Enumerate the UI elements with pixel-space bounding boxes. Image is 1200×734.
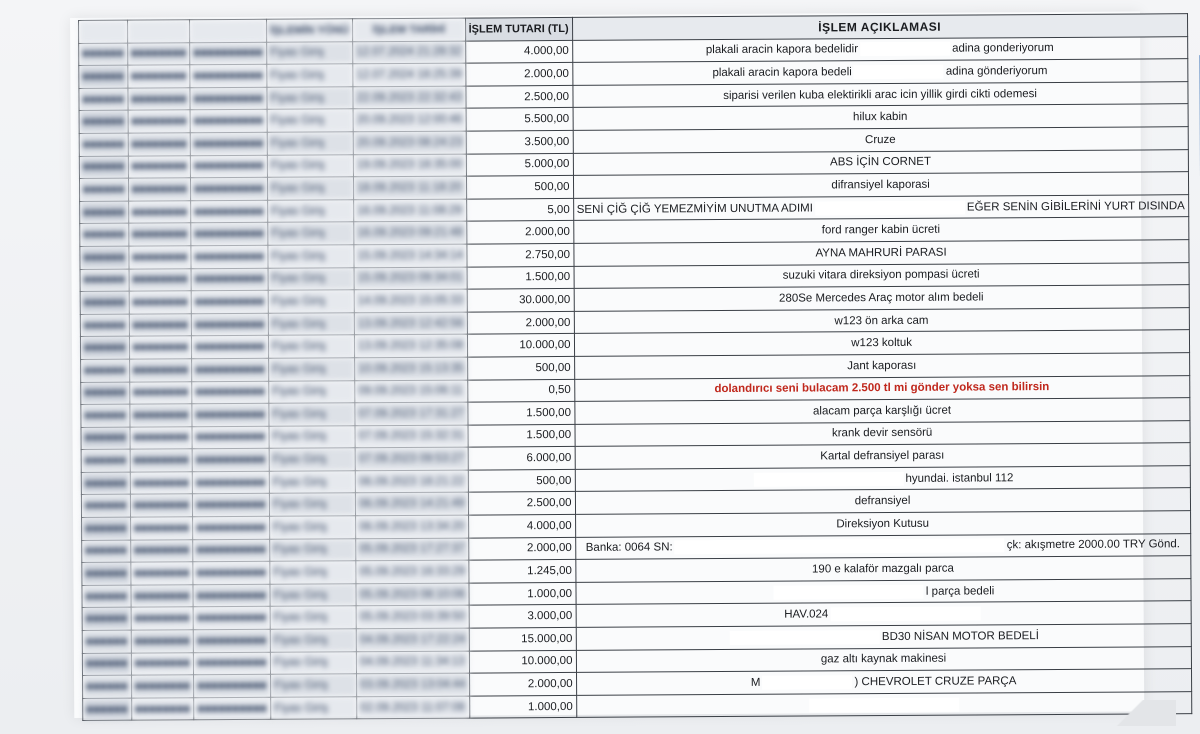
row-date: 05.09.2023 08:10:06 [356, 583, 469, 606]
row-reference-blurred: ■■■■■■■■ [130, 449, 193, 472]
row-reference-blurred: ■■■■■■■■ [128, 110, 191, 133]
row-direction-blurred: Fiyas Giriş [269, 448, 355, 471]
row-amount: 1.500,00 [467, 402, 574, 425]
redaction-box [809, 697, 959, 712]
description-text: HAV.024 [784, 608, 829, 621]
printed-statement-page [70, 11, 1185, 718]
row-date: 12.07.2024 18:25:39 [353, 63, 466, 86]
redaction-box [860, 42, 950, 57]
row-direction-blurred: Fiyas Giriş [270, 674, 356, 697]
row-direction-blurred: Fiyas Giriş [268, 245, 354, 268]
description-text-tail: EĞER SENİN GİBİLERİNİ YURT DISINDA [966, 199, 1185, 214]
description-text: gaz altı kaynak makinesi [820, 653, 947, 666]
row-date: 07.09.2023 17:31:27 [355, 402, 468, 425]
row-counterparty-blurred: ■■■■■■■■■■ [192, 449, 269, 472]
redaction-box [762, 675, 852, 690]
row-counterparty-blurred: ■■■■■■■■■■ [192, 358, 269, 381]
row-date: 03.09.2023 13:04:44 [357, 673, 470, 696]
row-index-blurred: ■■■■■■ [82, 540, 131, 563]
row-reference-blurred: ■■■■■■■■ [131, 585, 194, 608]
row-amount: 4.000,00 [465, 40, 572, 63]
row-date: 15.09.2023 14:34:14 [354, 244, 467, 267]
row-reference-blurred: ■■■■■■■■ [128, 201, 191, 224]
row-counterparty-blurred: ■■■■■■■■■■ [193, 562, 270, 585]
description-text: AYNA MAHRURİ PARASI [815, 246, 947, 260]
row-counterparty-blurred: ■■■■■■■■■■ [191, 177, 268, 200]
row-reference-blurred: ■■■■■■■■ [131, 630, 194, 653]
row-date: 06.09.2023 13:34:20 [356, 515, 469, 538]
row-date: 15.09.2023 09:34:01 [354, 267, 467, 290]
transaction-rows [79, 36, 1192, 721]
description-text: Banka: 0064 SN: [585, 541, 673, 555]
description-text-tail: adina gonderiyorum [952, 42, 1054, 56]
row-date: 05.09.2023 17:27:37 [356, 538, 469, 561]
redaction-box [675, 539, 1005, 555]
description-text: 280Se Mercedes Araç motor alım bedeli [779, 291, 984, 305]
description-text: w123 koltuk [851, 336, 912, 350]
header-direction: İŞLEMİN YÖNÜ [266, 19, 352, 42]
row-amount: 30.000,00 [467, 289, 574, 312]
row-date: 20.09.2023 12:00:46 [353, 108, 466, 131]
row-reference-blurred: ■■■■■■■■ [129, 313, 192, 336]
row-amount: 1.000,00 [468, 582, 575, 605]
paper-curl [1086, 700, 1176, 726]
row-amount: 2.000,00 [469, 673, 576, 696]
row-index-blurred: ■■■■■■ [79, 133, 128, 156]
row-direction-blurred: Fiyas Giriş [267, 200, 353, 223]
description-text: plakali aracin kapora bedeli [712, 66, 852, 80]
row-index-blurred: ■■■■■■ [79, 43, 128, 66]
header-amount: İŞLEM TUTARI (TL) [465, 17, 572, 40]
row-amount: 5.000,00 [466, 153, 573, 176]
row-index-blurred: ■■■■■■ [81, 382, 130, 405]
row-direction-blurred: Fiyas Giriş [267, 87, 353, 110]
row-reference-blurred: ■■■■■■■■ [130, 539, 193, 562]
row-counterparty-blurred: ■■■■■■■■■■ [190, 110, 267, 133]
row-index-blurred: ■■■■■■ [79, 88, 128, 111]
row-index-blurred: ■■■■■■ [81, 404, 130, 427]
redaction-box [753, 472, 903, 487]
description-text-tail: adina gönderiyorum [945, 65, 1048, 78]
description-text: difransiyel kaporasi [831, 178, 930, 192]
row-counterparty-blurred: ■■■■■■■■■■ [194, 697, 271, 720]
row-date: 09.09.2023 15:06:11 [355, 380, 468, 403]
description-text: plakali aracin kapora bedelidir [705, 43, 859, 57]
header-counterparty [190, 19, 267, 42]
description-text: Direksiyon Kutusu [836, 517, 930, 531]
row-direction-blurred: Fiyas Giriş [270, 697, 356, 720]
row-reference-blurred: ■■■■■■■■ [129, 268, 192, 291]
redaction-box [830, 607, 980, 622]
row-amount: 3.500,00 [466, 130, 573, 153]
row-direction-blurred: Fiyas Giriş [269, 471, 355, 494]
row-index-blurred: ■■■■■■ [81, 449, 130, 472]
row-direction-blurred: Fiyas Giriş [267, 222, 353, 245]
row-counterparty-blurred: ■■■■■■■■■■ [190, 87, 267, 110]
row-index-blurred: ■■■■■■ [81, 359, 130, 382]
row-reference-blurred: ■■■■■■■■ [131, 607, 194, 630]
header-reference [127, 20, 190, 43]
row-index-blurred: ■■■■■■ [79, 178, 128, 201]
row-amount: 2.500,00 [465, 85, 572, 108]
row-amount: 1.500,00 [467, 266, 574, 289]
row-reference-blurred: ■■■■■■■■ [129, 246, 192, 269]
row-reference-blurred: ■■■■■■■■ [131, 698, 194, 721]
row-amount: 2.000,00 [467, 311, 574, 334]
row-counterparty-blurred: ■■■■■■■■■■ [192, 313, 269, 336]
row-date: 02.09.2023 11:07:08 [357, 696, 470, 719]
row-counterparty-blurred: ■■■■■■■■■■ [192, 381, 269, 404]
row-index-blurred: ■■■■■■ [80, 269, 129, 292]
row-amount: 5,00 [466, 198, 573, 221]
row-counterparty-blurred: ■■■■■■■■■■ [194, 675, 271, 698]
description-text-tail: l parça bedeli [925, 585, 995, 598]
row-date: 14.09.2023 15:05:33 [354, 289, 467, 312]
row-date: 07.09.2023 15:32:31 [355, 425, 468, 448]
row-counterparty-blurred: ■■■■■■■■■■ [191, 268, 268, 291]
row-reference-blurred: ■■■■■■■■ [131, 652, 194, 675]
row-date: 07.09.2023 09:53:27 [355, 447, 468, 470]
description-text: w123 ön arka cam [834, 314, 929, 327]
row-counterparty-blurred: ■■■■■■■■■■ [193, 584, 270, 607]
row-index-blurred: ■■■■■■ [82, 608, 131, 631]
row-reference-blurred: ■■■■■■■■ [130, 494, 193, 517]
description-text: M [750, 676, 761, 689]
row-index-blurred: ■■■■■■ [83, 675, 132, 698]
description-text: defransiyel [854, 495, 911, 508]
row-direction-blurred: Fiyas Giriş [267, 64, 353, 87]
row-index-blurred: ■■■■■■ [82, 653, 131, 676]
row-index-blurred: ■■■■■■ [81, 427, 130, 450]
row-counterparty-blurred: ■■■■■■■■■■ [191, 290, 268, 313]
row-reference-blurred: ■■■■■■■■ [128, 178, 191, 201]
row-amount: 2.500,00 [468, 492, 575, 515]
row-index-blurred: ■■■■■■ [79, 156, 128, 179]
row-direction-blurred: Fiyas Giriş [267, 109, 353, 132]
description-text: 190 e kalaför mazgalı parca [811, 562, 954, 576]
row-amount: 2.000,00 [468, 537, 575, 560]
row-direction-blurred: Fiyas Giriş [269, 403, 355, 426]
header-index [79, 20, 128, 43]
row-amount: 6.000,00 [468, 447, 575, 470]
row-direction-blurred: Fiyas Giriş [268, 380, 354, 403]
row-index-blurred: ■■■■■■ [83, 698, 132, 721]
header-date: İŞLEM TARİHİ [353, 18, 466, 41]
row-date: 19.09.2023 18:35:00 [353, 154, 466, 177]
row-direction-blurred: Fiyas Giriş [269, 516, 355, 539]
row-date: 13.09.2023 12:35:08 [354, 334, 467, 357]
row-reference-blurred: ■■■■■■■■ [129, 359, 192, 382]
row-counterparty-blurred: ■■■■■■■■■■ [192, 426, 269, 449]
row-amount: 1.000,00 [469, 695, 576, 718]
row-direction-blurred: Fiyas Giriş [270, 606, 356, 629]
row-direction-blurred: Fiyas Giriş [269, 538, 355, 561]
row-counterparty-blurred: ■■■■■■■■■■ [194, 629, 271, 652]
row-counterparty-blurred: ■■■■■■■■■■ [190, 132, 267, 155]
redaction-box [815, 200, 965, 215]
row-date: 06.09.2023 18:21:22 [355, 470, 468, 493]
row-amount: 2.000,00 [466, 221, 573, 244]
row-amount: 500,00 [467, 356, 574, 379]
row-date: 18.09.2023 11:18:20 [353, 176, 466, 199]
row-date: 04.09.2023 17:22:24 [356, 628, 469, 651]
row-counterparty-blurred: ■■■■■■■■■■ [191, 200, 268, 223]
description-text: krank devir sensörü [831, 427, 933, 440]
row-direction-blurred: Fiyas Giriş [270, 629, 356, 652]
row-date: 16.09.2023 11:08:29 [354, 199, 467, 222]
row-reference-blurred: ■■■■■■■■ [128, 155, 191, 178]
row-reference-blurred: ■■■■■■■■ [130, 426, 193, 449]
row-counterparty-blurred: ■■■■■■■■■■ [193, 607, 270, 630]
row-reference-blurred: ■■■■■■■■ [130, 404, 193, 427]
row-amount: 10.000,00 [469, 650, 576, 673]
row-counterparty-blurred: ■■■■■■■■■■ [191, 155, 268, 178]
row-amount: 1.245,00 [468, 560, 575, 583]
row-index-blurred: ■■■■■■ [82, 517, 131, 540]
redaction-box [730, 630, 880, 645]
row-index-blurred: ■■■■■■ [82, 562, 131, 585]
row-date: 06.09.2023 14:21:49 [355, 493, 468, 516]
header-description: İŞLEM AÇIKLAMASI [572, 14, 1187, 40]
description-text: dolandırıcı seni bulacam 2.500 tl mi gönder yoksa sen bilirsin [714, 381, 1050, 396]
row-amount: 3.000,00 [469, 605, 576, 628]
row-amount: 10.000,00 [467, 334, 574, 357]
row-direction-blurred: Fiyas Giriş [268, 267, 354, 290]
row-date: 22.09.2023 22:32:43 [353, 86, 466, 109]
row-direction-blurred: Fiyas Giriş [268, 290, 354, 313]
row-index-blurred: ■■■■■■ [82, 585, 131, 608]
row-amount: 15.000,00 [469, 627, 576, 650]
row-index-blurred: ■■■■■■ [82, 630, 131, 653]
row-date: 05.09.2023 16:33:29 [356, 560, 469, 583]
description-text: Kartal defransiyel parası [820, 449, 945, 463]
row-direction-blurred: Fiyas Giriş [268, 335, 354, 358]
description-text-tail: hyundai. istanbul 112 [905, 471, 1014, 485]
row-index-blurred: ■■■■■■ [79, 111, 128, 134]
row-direction-blurred: Fiyas Giriş [270, 651, 356, 674]
row-direction-blurred: Fiyas Giriş [267, 154, 353, 177]
row-index-blurred: ■■■■■■ [81, 495, 130, 518]
row-amount: 5.500,00 [466, 108, 573, 131]
row-amount: 1.500,00 [468, 424, 575, 447]
redaction-box [774, 584, 924, 599]
row-reference-blurred: ■■■■■■■■ [129, 336, 192, 359]
row-reference-blurred: ■■■■■■■■ [128, 133, 191, 156]
row-amount: 500,00 [466, 176, 573, 199]
description-text: hilux kabin [853, 111, 908, 124]
row-counterparty-blurred: ■■■■■■■■■■ [193, 471, 270, 494]
row-reference-blurred: ■■■■■■■■ [130, 472, 193, 495]
row-amount: 0,50 [467, 379, 574, 402]
row-date: 12.07.2024 21:28:32 [353, 41, 466, 64]
row-index-blurred: ■■■■■■ [81, 472, 130, 495]
row-date: 05.09.2023 03:39:50 [356, 606, 469, 629]
row-direction-blurred: Fiyas Giriş [267, 177, 353, 200]
row-date: 04.09.2023 11:34:13 [356, 651, 469, 674]
row-index-blurred: ■■■■■■ [80, 314, 129, 337]
row-counterparty-blurred: ■■■■■■■■■■ [192, 403, 269, 426]
description-text: ford ranger kabin ücreti [821, 223, 941, 237]
row-date: 20.09.2023 08:24:23 [353, 131, 466, 154]
row-index-blurred: ■■■■■■ [80, 336, 129, 359]
row-counterparty-blurred: ■■■■■■■■■■ [191, 245, 268, 268]
row-index-blurred: ■■■■■■ [79, 65, 128, 88]
transaction-table [78, 13, 1192, 721]
row-reference-blurred: ■■■■■■■■ [131, 675, 194, 698]
row-direction-blurred: Fiyas Giriş [267, 132, 353, 155]
row-index-blurred: ■■■■■■ [80, 201, 129, 224]
row-reference-blurred: ■■■■■■■■ [129, 381, 192, 404]
row-amount: 2.000,00 [465, 63, 572, 86]
row-amount: 2.750,00 [466, 243, 573, 266]
row-reference-blurred: ■■■■■■■■ [130, 517, 193, 540]
description-text-tail: çk: akışmetre 2000.00 TRY Gönd. [1006, 538, 1180, 552]
row-reference-blurred: ■■■■■■■■ [131, 562, 194, 585]
row-direction-blurred: Fiyas Giriş [270, 584, 356, 607]
row-reference-blurred: ■■■■■■■■ [128, 223, 191, 246]
description-text: SENİ ÇİĞ ÇİĞ YEMEZMİYİM UNUTMA ADIMI [576, 202, 813, 216]
row-counterparty-blurred: ■■■■■■■■■■ [191, 223, 268, 246]
row-counterparty-blurred: ■■■■■■■■■■ [190, 64, 267, 87]
row-reference-blurred: ■■■■■■■■ [127, 42, 190, 65]
row-counterparty-blurred: ■■■■■■■■■■ [192, 336, 269, 359]
row-date: 10.09.2023 15:13:35 [355, 357, 468, 380]
description-text-tail: ) CHEVROLET CRUZE PARÇA [854, 675, 1017, 689]
row-direction-blurred: Fiyas Giriş [268, 358, 354, 381]
row-direction-blurred: Fiyas Giriş [266, 41, 352, 64]
row-index-blurred: ■■■■■■ [80, 246, 129, 269]
row-counterparty-blurred: ■■■■■■■■■■ [194, 652, 271, 675]
row-direction-blurred: Fiyas Giriş [269, 425, 355, 448]
row-counterparty-blurred: ■■■■■■■■■■ [193, 516, 270, 539]
row-direction-blurred: Fiyas Giriş [268, 312, 354, 335]
description-text: ABS İÇİN CORNET [829, 156, 932, 169]
description-text: siparisi verilen kuba elektirikli arac icin yillik girdi cikti odemesi [723, 87, 1038, 102]
row-reference-blurred: ■■■■■■■■ [127, 65, 190, 88]
description-text: Cruze [864, 133, 896, 146]
description-text-tail: BD30 NİSAN MOTOR BEDELİ [881, 629, 1039, 643]
row-index-blurred: ■■■■■■ [80, 223, 129, 246]
row-counterparty-blurred: ■■■■■■■■■■ [190, 42, 267, 65]
redaction-box [854, 65, 944, 80]
description-text: alacam parça karşlığı ücret [812, 404, 952, 418]
row-counterparty-blurred: ■■■■■■■■■■ [193, 539, 270, 562]
row-date: 16.09.2023 09:21:48 [354, 221, 467, 244]
row-date: 13.09.2023 12:42:56 [354, 312, 467, 335]
row-direction-blurred: Fiyas Giriş [269, 493, 355, 516]
row-index-blurred: ■■■■■■ [80, 291, 129, 314]
description-text: suzuki vitara direksiyon pompasi ücreti [782, 268, 980, 282]
description-text: Jant kaporası [847, 359, 917, 372]
row-reference-blurred: ■■■■■■■■ [129, 291, 192, 314]
row-counterparty-blurred: ■■■■■■■■■■ [193, 494, 270, 517]
row-amount: 500,00 [468, 469, 575, 492]
row-direction-blurred: Fiyas Giriş [270, 561, 356, 584]
row-reference-blurred: ■■■■■■■■ [128, 88, 191, 111]
row-amount: 4.000,00 [468, 514, 575, 537]
